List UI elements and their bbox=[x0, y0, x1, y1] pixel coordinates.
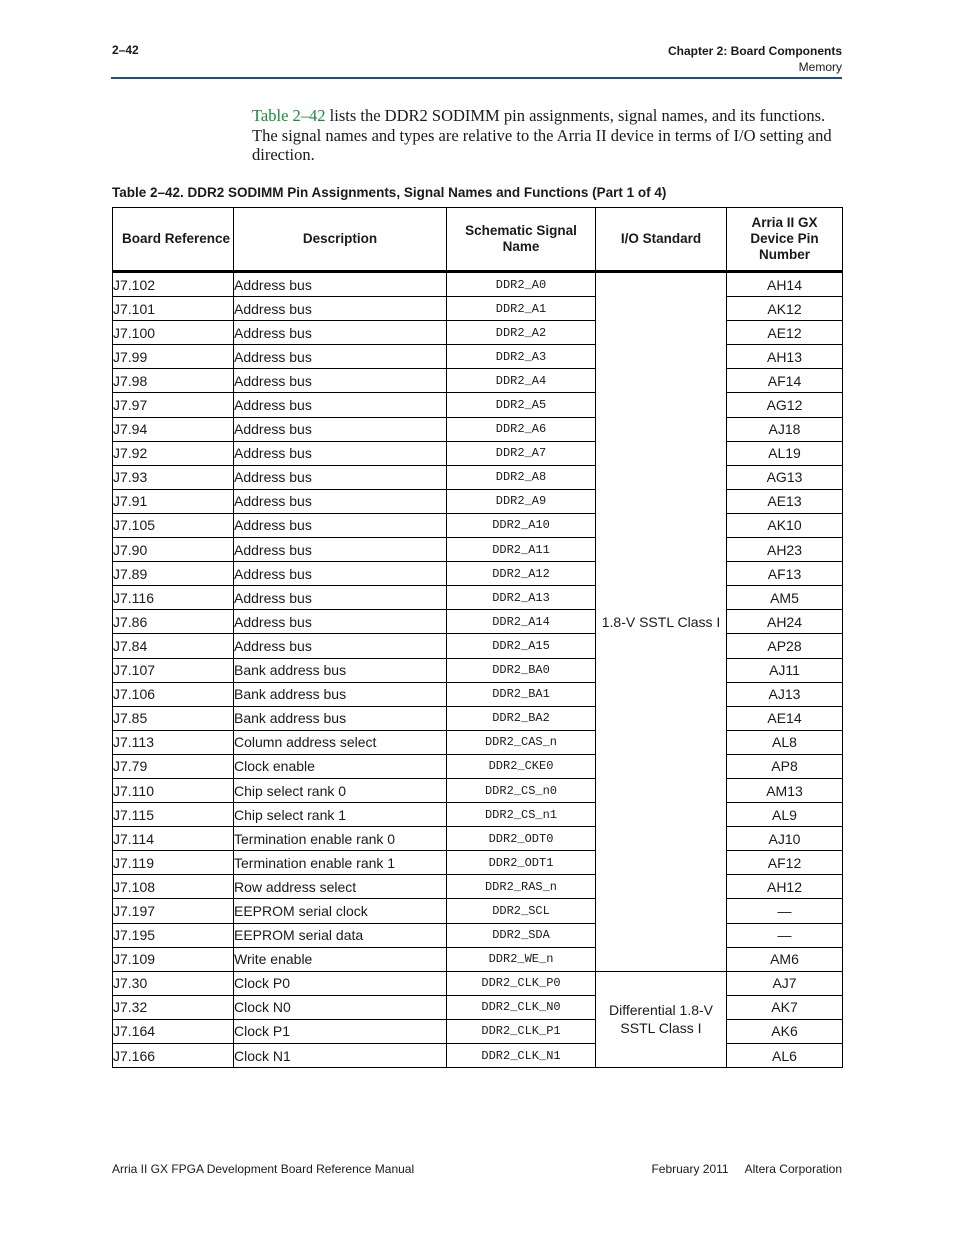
description-cell: Address bus bbox=[234, 513, 447, 537]
description-cell: Clock N1 bbox=[234, 1044, 447, 1068]
board-reference-cell: J7.116 bbox=[113, 586, 234, 610]
description-cell: Write enable bbox=[234, 947, 447, 971]
device-pin-cell: AG13 bbox=[727, 465, 843, 489]
board-reference-cell: J7.89 bbox=[113, 562, 234, 586]
signal-name-cell: DDR2_A13 bbox=[447, 586, 596, 610]
io-standard-label: 1.8-V SSTL Class I bbox=[601, 613, 721, 630]
device-pin-cell: AK7 bbox=[727, 995, 843, 1019]
board-reference-cell: J7.113 bbox=[113, 730, 234, 754]
board-reference-cell: J7.99 bbox=[113, 345, 234, 369]
signal-name-cell: DDR2_A5 bbox=[447, 393, 596, 417]
description-cell: Clock P1 bbox=[234, 1019, 447, 1043]
device-pin-cell: AG12 bbox=[727, 393, 843, 417]
device-pin-cell: AL9 bbox=[727, 803, 843, 827]
table-row bbox=[113, 658, 843, 682]
table-row bbox=[113, 610, 843, 634]
description-cell: Address bus bbox=[234, 610, 447, 634]
description-cell: Bank address bus bbox=[234, 682, 447, 706]
table-row bbox=[113, 803, 843, 827]
board-reference-cell: J7.102 bbox=[113, 272, 234, 297]
table-row bbox=[113, 995, 843, 1019]
signal-name-cell: DDR2_CLK_N1 bbox=[447, 1044, 596, 1068]
board-reference-cell: J7.92 bbox=[113, 441, 234, 465]
device-pin-cell: AL8 bbox=[727, 730, 843, 754]
table-row bbox=[113, 706, 843, 730]
table-body bbox=[113, 272, 843, 1068]
board-reference-cell: J7.164 bbox=[113, 1019, 234, 1043]
signal-name-cell: DDR2_A10 bbox=[447, 513, 596, 537]
signal-name-cell: DDR2_CS_n1 bbox=[447, 803, 596, 827]
table-row bbox=[113, 851, 843, 875]
signal-name-cell: DDR2_A8 bbox=[447, 465, 596, 489]
table-row bbox=[113, 441, 843, 465]
running-header bbox=[668, 43, 842, 75]
table-row bbox=[113, 489, 843, 513]
device-pin-cell: AL19 bbox=[727, 441, 843, 465]
header-device-pin-number: Arria II GX Device Pin Number bbox=[727, 208, 843, 272]
signal-name-cell: DDR2_A7 bbox=[447, 441, 596, 465]
signal-name-cell: DDR2_CAS_n bbox=[447, 730, 596, 754]
device-pin-cell: AK6 bbox=[727, 1019, 843, 1043]
table-row bbox=[113, 393, 843, 417]
board-reference-cell: J7.108 bbox=[113, 875, 234, 899]
device-pin-cell: AJ11 bbox=[727, 658, 843, 682]
board-reference-cell: J7.105 bbox=[113, 513, 234, 537]
description-cell: Address bus bbox=[234, 634, 447, 658]
signal-name-cell: DDR2_A2 bbox=[447, 321, 596, 345]
device-pin-cell: AF13 bbox=[727, 562, 843, 586]
description-cell: Address bus bbox=[234, 562, 447, 586]
board-reference-cell: J7.86 bbox=[113, 610, 234, 634]
table-row bbox=[113, 465, 843, 489]
signal-name-cell: DDR2_BA0 bbox=[447, 658, 596, 682]
table-caption: Table 2–42. DDR2 SODIMM Pin Assignments, Signal Names and Functions (Part 1 of 4) bbox=[112, 185, 667, 200]
description-cell: Address bus bbox=[234, 465, 447, 489]
table-row bbox=[113, 417, 843, 441]
header-board-reference: Board Reference bbox=[113, 208, 234, 272]
description-cell: Termination enable rank 0 bbox=[234, 827, 447, 851]
table-row bbox=[113, 827, 843, 851]
header-rule bbox=[111, 77, 842, 79]
signal-name-cell: DDR2_ODT0 bbox=[447, 827, 596, 851]
device-pin-cell: AH24 bbox=[727, 610, 843, 634]
signal-name-cell: DDR2_A6 bbox=[447, 417, 596, 441]
board-reference-cell: J7.195 bbox=[113, 923, 234, 947]
table-row bbox=[113, 321, 843, 345]
device-pin-cell: AM5 bbox=[727, 586, 843, 610]
table-row bbox=[113, 297, 843, 321]
signal-name-cell: DDR2_SCL bbox=[447, 899, 596, 923]
signal-name-cell: DDR2_ODT1 bbox=[447, 851, 596, 875]
description-cell: Termination enable rank 1 bbox=[234, 851, 447, 875]
table-row bbox=[113, 899, 843, 923]
description-cell: Clock enable bbox=[234, 754, 447, 778]
description-cell: Address bus bbox=[234, 538, 447, 562]
table-row bbox=[113, 1044, 843, 1068]
description-cell: Clock N0 bbox=[234, 995, 447, 1019]
table-row bbox=[113, 272, 843, 297]
signal-name-cell: DDR2_BA2 bbox=[447, 706, 596, 730]
signal-name-cell: DDR2_CLK_N0 bbox=[447, 995, 596, 1019]
table-row bbox=[113, 586, 843, 610]
signal-name-cell: DDR2_A4 bbox=[447, 369, 596, 393]
table-row bbox=[113, 634, 843, 658]
footer-date-company bbox=[651, 1162, 842, 1176]
table-row bbox=[113, 1019, 843, 1043]
table-row bbox=[113, 562, 843, 586]
table-row bbox=[113, 345, 843, 369]
device-pin-cell: AH12 bbox=[727, 875, 843, 899]
board-reference-cell: J7.91 bbox=[113, 489, 234, 513]
table-row bbox=[113, 369, 843, 393]
device-pin-cell: AH13 bbox=[727, 345, 843, 369]
board-reference-cell: J7.100 bbox=[113, 321, 234, 345]
io-standard-label: Differential 1.8-V SSTL Class I bbox=[608, 1002, 713, 1037]
signal-name-cell: DDR2_A1 bbox=[447, 297, 596, 321]
device-pin-cell: AH23 bbox=[727, 538, 843, 562]
board-reference-cell: J7.109 bbox=[113, 947, 234, 971]
table-row bbox=[113, 971, 843, 995]
signal-name-cell: DDR2_RAS_n bbox=[447, 875, 596, 899]
intro-text: lists the DDR2 SODIMM pin assignments, signal names, and its functions. The signal names and types are relative to the Arria II device in terms of I/O setting and direction. bbox=[252, 106, 832, 164]
board-reference-cell: J7.110 bbox=[113, 778, 234, 802]
table-row bbox=[113, 682, 843, 706]
description-cell: Address bus bbox=[234, 417, 447, 441]
table-header-row bbox=[113, 208, 843, 272]
device-pin-cell: — bbox=[727, 923, 843, 947]
table-reference-link[interactable]: Table 2–42 bbox=[252, 106, 326, 125]
device-pin-cell: AE12 bbox=[727, 321, 843, 345]
description-cell: Address bus bbox=[234, 345, 447, 369]
description-cell: Bank address bus bbox=[234, 706, 447, 730]
description-cell: Chip select rank 0 bbox=[234, 778, 447, 802]
board-reference-cell: J7.84 bbox=[113, 634, 234, 658]
device-pin-cell: AK12 bbox=[727, 297, 843, 321]
io-standard-cell bbox=[596, 272, 727, 972]
device-pin-cell: AE13 bbox=[727, 489, 843, 513]
signal-name-cell: DDR2_A11 bbox=[447, 538, 596, 562]
description-cell: Address bus bbox=[234, 441, 447, 465]
description-cell: Address bus bbox=[234, 393, 447, 417]
signal-name-cell: DDR2_WE_n bbox=[447, 947, 596, 971]
board-reference-cell: J7.90 bbox=[113, 538, 234, 562]
table-row bbox=[113, 923, 843, 947]
board-reference-cell: J7.106 bbox=[113, 682, 234, 706]
device-pin-cell: AL6 bbox=[727, 1044, 843, 1068]
board-reference-cell: J7.94 bbox=[113, 417, 234, 441]
table-row bbox=[113, 754, 843, 778]
signal-name-cell: DDR2_A3 bbox=[447, 345, 596, 369]
device-pin-cell: AJ13 bbox=[727, 682, 843, 706]
board-reference-cell: J7.197 bbox=[113, 899, 234, 923]
board-reference-cell: J7.97 bbox=[113, 393, 234, 417]
board-reference-cell: J7.32 bbox=[113, 995, 234, 1019]
device-pin-cell: — bbox=[727, 899, 843, 923]
page-number: 2–42 bbox=[112, 43, 139, 57]
chapter-title: Chapter 2: Board Components bbox=[667, 44, 842, 58]
footer-date: February 2011 bbox=[651, 1162, 729, 1176]
signal-name-cell: DDR2_A0 bbox=[447, 272, 596, 297]
table-row bbox=[113, 947, 843, 971]
description-cell: Clock P0 bbox=[234, 971, 447, 995]
description-cell: Chip select rank 1 bbox=[234, 803, 447, 827]
device-pin-cell: AJ10 bbox=[727, 827, 843, 851]
signal-name-cell: DDR2_A12 bbox=[447, 562, 596, 586]
device-pin-cell: AP8 bbox=[727, 754, 843, 778]
board-reference-cell: J7.114 bbox=[113, 827, 234, 851]
pin-assignment-table bbox=[112, 207, 843, 1068]
device-pin-cell: AK10 bbox=[727, 513, 843, 537]
device-pin-cell: AF12 bbox=[727, 851, 843, 875]
board-reference-cell: J7.30 bbox=[113, 971, 234, 995]
footer-manual-title: Arria II GX FPGA Development Board Reference Manual bbox=[112, 1162, 415, 1176]
description-cell: Column address select bbox=[234, 730, 447, 754]
description-cell: EEPROM serial data bbox=[234, 923, 447, 947]
signal-name-cell: DDR2_A15 bbox=[447, 634, 596, 658]
signal-name-cell: DDR2_A14 bbox=[447, 610, 596, 634]
header-description: Description bbox=[234, 208, 447, 272]
intro-paragraph bbox=[252, 106, 842, 165]
description-cell: EEPROM serial clock bbox=[234, 899, 447, 923]
board-reference-cell: J7.79 bbox=[113, 754, 234, 778]
table-row bbox=[113, 538, 843, 562]
device-pin-cell: AH14 bbox=[727, 272, 843, 297]
table-row bbox=[113, 730, 843, 754]
description-cell: Address bus bbox=[234, 272, 447, 297]
device-pin-cell: AF14 bbox=[727, 369, 843, 393]
device-pin-cell: AM13 bbox=[727, 778, 843, 802]
board-reference-cell: J7.107 bbox=[113, 658, 234, 682]
board-reference-cell: J7.119 bbox=[113, 851, 234, 875]
description-cell: Address bus bbox=[234, 321, 447, 345]
description-cell: Address bus bbox=[234, 297, 447, 321]
footer-company: Altera Corporation bbox=[744, 1162, 842, 1176]
signal-name-cell: DDR2_A9 bbox=[447, 489, 596, 513]
board-reference-cell: J7.115 bbox=[113, 803, 234, 827]
header-io-standard: I/O Standard bbox=[596, 208, 727, 272]
device-pin-cell: AJ18 bbox=[727, 417, 843, 441]
table-row bbox=[113, 513, 843, 537]
table-row bbox=[113, 778, 843, 802]
board-reference-cell: J7.98 bbox=[113, 369, 234, 393]
signal-name-cell: DDR2_CLK_P0 bbox=[447, 971, 596, 995]
table-row bbox=[113, 875, 843, 899]
signal-name-cell: DDR2_CS_n0 bbox=[447, 778, 596, 802]
device-pin-cell: AJ7 bbox=[727, 971, 843, 995]
description-cell: Row address select bbox=[234, 875, 447, 899]
board-reference-cell: J7.85 bbox=[113, 706, 234, 730]
description-cell: Bank address bus bbox=[234, 658, 447, 682]
section-title: Memory bbox=[798, 60, 842, 74]
signal-name-cell: DDR2_CLK_P1 bbox=[447, 1019, 596, 1043]
description-cell: Address bus bbox=[234, 369, 447, 393]
io-standard-cell bbox=[596, 971, 727, 1067]
board-reference-cell: J7.166 bbox=[113, 1044, 234, 1068]
signal-name-cell: DDR2_SDA bbox=[447, 923, 596, 947]
board-reference-cell: J7.93 bbox=[113, 465, 234, 489]
device-pin-cell: AE14 bbox=[727, 706, 843, 730]
description-cell: Address bus bbox=[234, 586, 447, 610]
signal-name-cell: DDR2_BA1 bbox=[447, 682, 596, 706]
device-pin-cell: AM6 bbox=[727, 947, 843, 971]
device-pin-cell: AP28 bbox=[727, 634, 843, 658]
signal-name-cell: DDR2_CKE0 bbox=[447, 754, 596, 778]
board-reference-cell: J7.101 bbox=[113, 297, 234, 321]
description-cell: Address bus bbox=[234, 489, 447, 513]
header-schematic-signal-name: Schematic Signal Name bbox=[447, 208, 596, 272]
